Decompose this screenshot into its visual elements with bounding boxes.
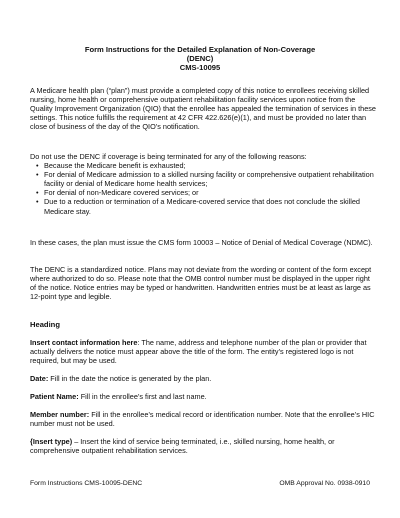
date-text: Fill in the date the notice is generated by the plan. — [48, 374, 212, 383]
list-item: • For denial of Medicare admission to a skilled nursing facility or comprehensive outpatient rehabilitation facility or denial of Medicare home health services; — [30, 170, 378, 188]
insert-contact-text: : The name, address and telephone number of the plan or provider that actually delivers the notice must appear above the title of the form. The entity’s registered logo is not required, but may be used. — [30, 338, 367, 366]
section-heading: Heading — [30, 320, 60, 329]
standardized-paragraph — [30, 265, 378, 301]
intro-paragraph — [30, 86, 378, 131]
patient-text: Fill in the enrollee’s first and last name. — [78, 392, 207, 401]
insert-contact-paragraph — [30, 338, 378, 365]
member-paragraph — [30, 410, 378, 428]
do-not-use-lead: Do not use the DENC if coverage is being terminated for any of the following reasons: — [30, 152, 307, 161]
exclusion-list — [30, 161, 378, 216]
standardized-text: The DENC is a standardized notice. Plans may not deviate from the wording or content of the form except where authorized to do so. Please note that the OMB control number must be displayed in the upper right of the notice. Notice entries may be typed or handwritten. Handwritten entries must be at least as large as 12-point type and legible. — [30, 265, 372, 302]
list-item: • Due to a reduction or termination of a Medicare-covered service that does not conclude the skilled Medicare stay. — [30, 197, 378, 215]
insert-contact-label: Insert contact information here — [30, 338, 138, 347]
list-item: • Because the Medicare benefit is exhausted; — [30, 161, 378, 170]
do-not-use-section — [30, 152, 378, 216]
insert-type-text: – Insert the kind of service being terminated, i.e., skilled nursing, home health, or comprehensive outpatient rehabilitation services. — [30, 437, 335, 456]
ndmc-text: In these cases, the plan must issue the CMS form 10003 – Notice of Denial of Medical Coverage (NDMC). — [30, 238, 373, 247]
document-title: Form Instructions for the Detailed Explanation of Non-Coverage — [84, 45, 316, 54]
footer-left: Form Instructions CMS-10095-DENC — [30, 480, 143, 487]
member-text: Fill in the enrollee’s medical record or identification number. Note that the enrollee’s HIC number must not be used. — [30, 410, 375, 429]
list-item: • For denial of non-Medicare covered services; or — [30, 188, 378, 197]
ndmc-paragraph — [30, 238, 378, 247]
patient-paragraph — [30, 392, 378, 401]
date-label: Date: — [30, 374, 49, 383]
insert-type-label: {Insert type) — [30, 437, 73, 446]
form-number: CMS-10095 — [179, 63, 221, 72]
insert-type-paragraph — [30, 437, 378, 455]
intro-text: A Medicare health plan (“plan”) must provide a completed copy of this notice to enrollees receiving skilled nursing, home health or comprehensive outpatient rehabilitation facility services upon notice from the Quality Improvement Organization (QIO) that the enrollee has appealed the termination of services in these settings. This notice fulfills the requirement at 42 CFR 422.626(e)(1), and must be provided no later than close of business of the day of the QIO’s notification. — [30, 86, 376, 132]
document-subtitle: (DENC) — [186, 54, 214, 63]
patient-label: Patient Name: — [30, 392, 79, 401]
date-paragraph — [30, 374, 378, 383]
member-label: Member number: — [30, 410, 90, 419]
footer-right: OMB Approval No. 0938-0910 — [279, 480, 370, 487]
